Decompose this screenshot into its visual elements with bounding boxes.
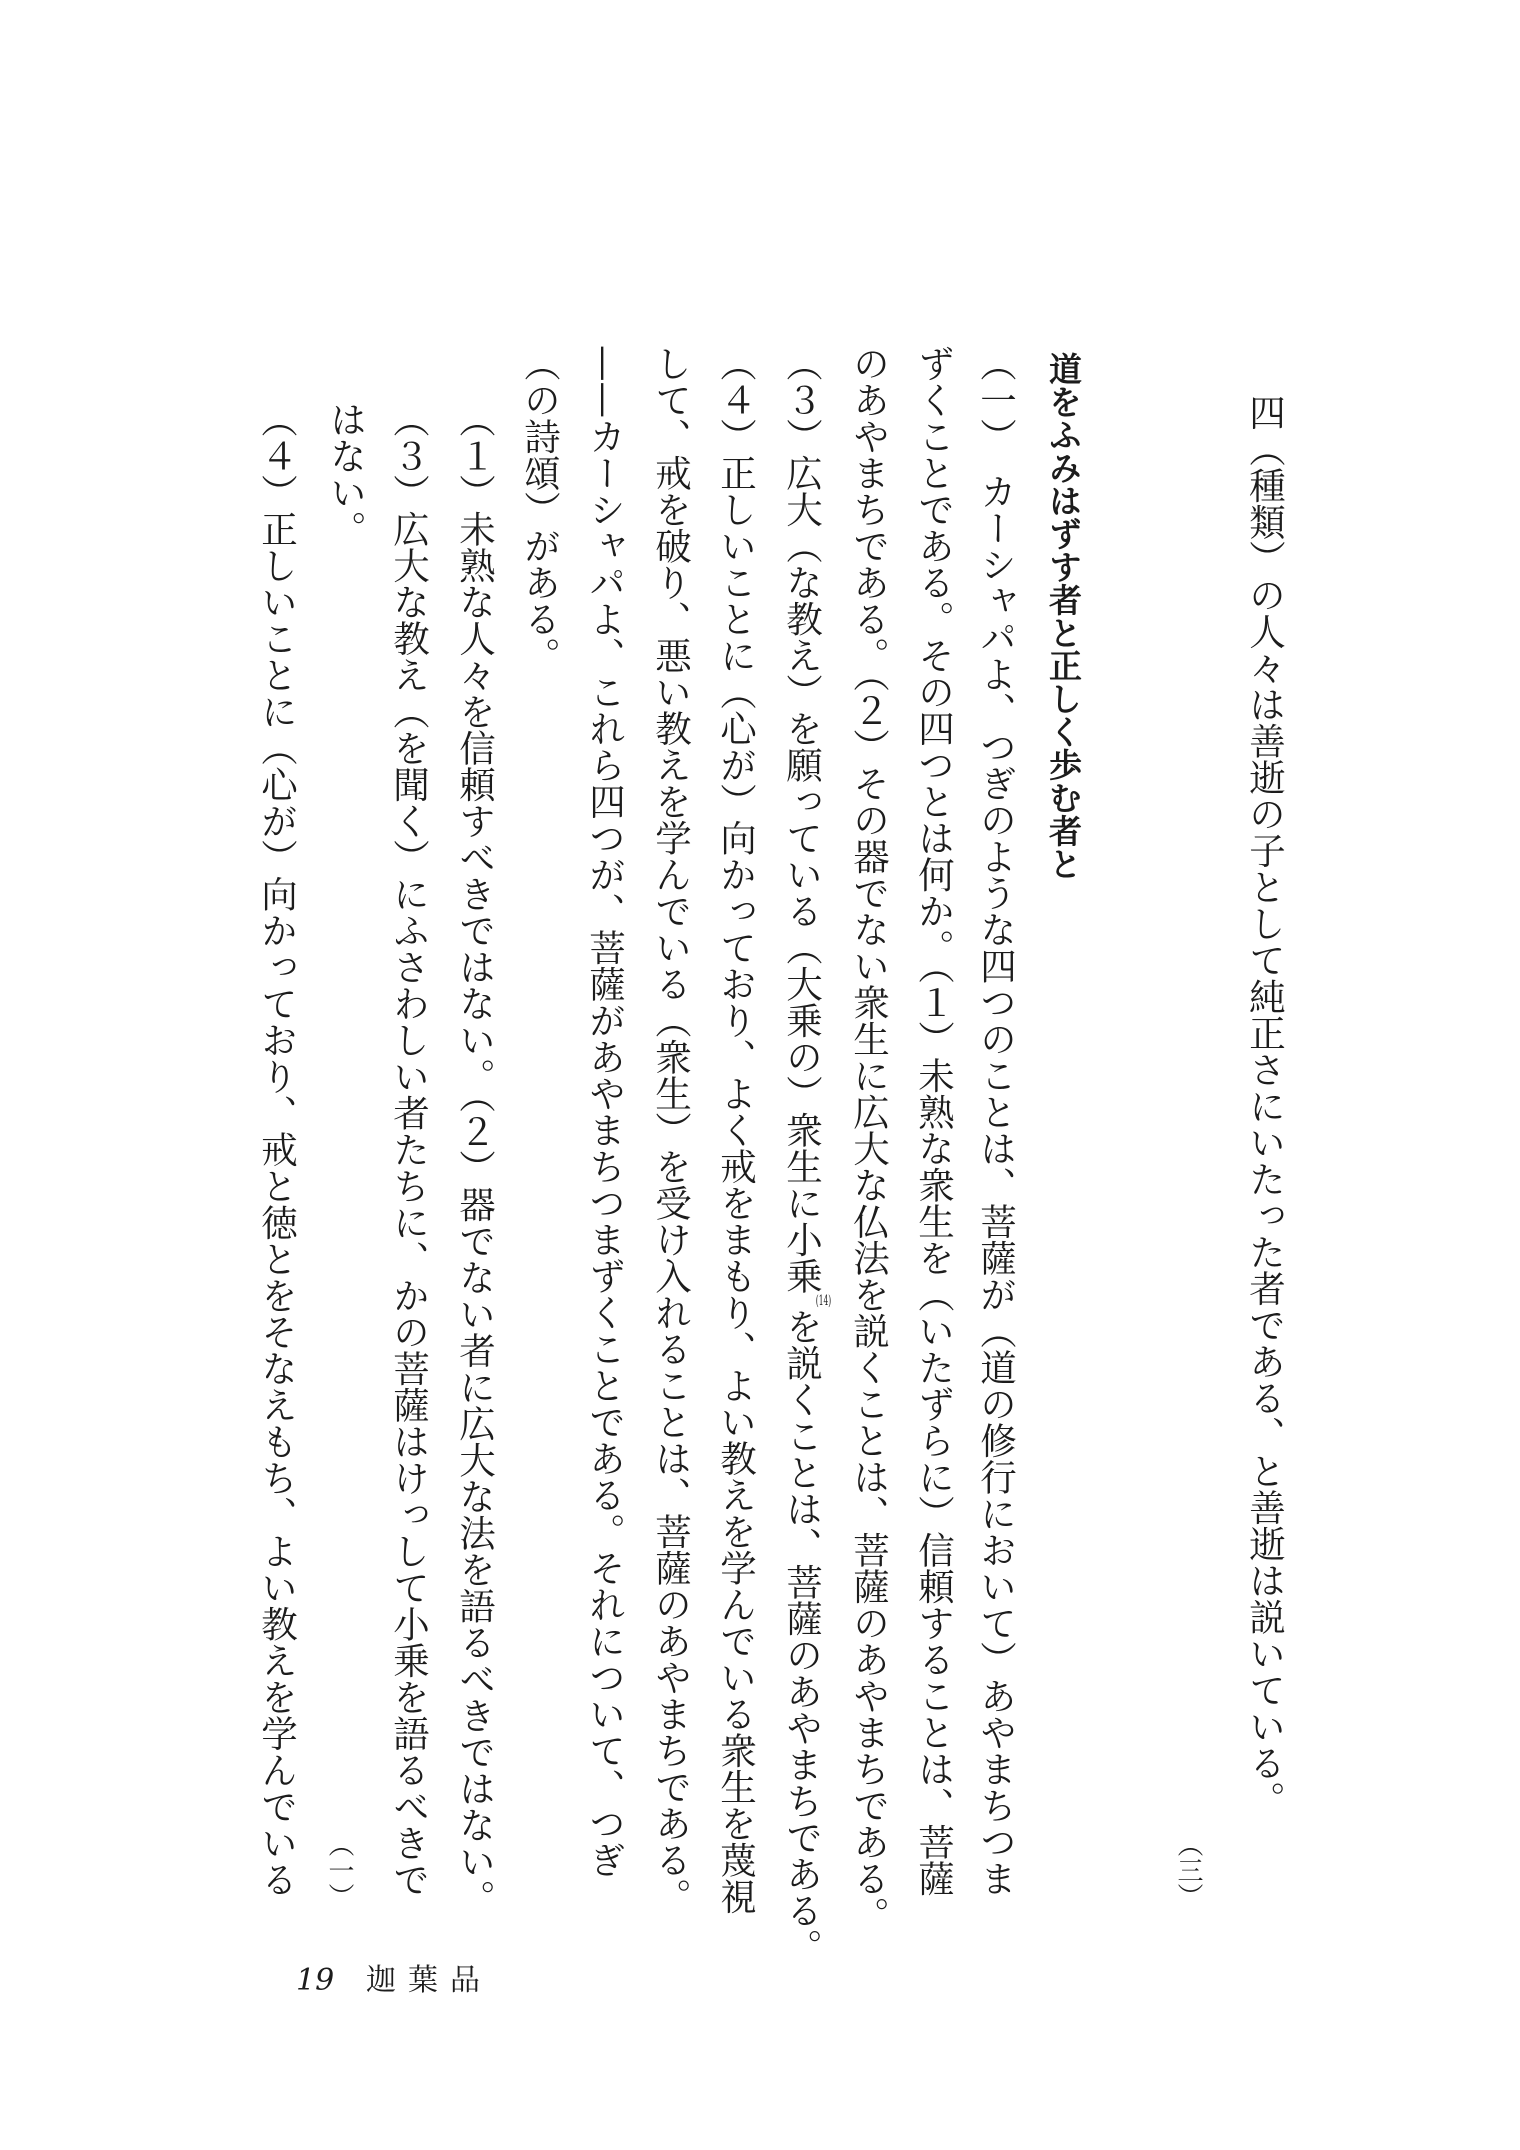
verse-line: はない。 [324,401,368,547]
running-title: 迦葉品 [366,1963,492,1998]
prose-line: （の詩頌）がある。 [518,345,562,674]
prose-line: して、戒を破り、悪い教えを学んでいる（衆生）を受け入れることは、菩薩のあやまちである。 [649,345,693,1915]
verse-line: （４）正しいことに（心が）向かっており、戒と徳とをそなえもち、よい教えを学んでいる [255,401,299,1898]
note-reference: (14) [815,1294,832,1308]
prose-line: （一） カーシャパよ、つぎのような四つのことは、菩薩が（道の修行において）あやまちつま [974,345,1018,1897]
prose-line: ずくことである。その四つとは何か。（１）未熟な衆生を（いたずらに）信頼することは、菩薩 [912,345,956,1897]
verse-number: （一） [324,1831,354,1909]
prose-line-text: （３）広大（な教え）を願っている（大乗の）衆生に小乗 [780,345,824,1294]
verse-line: （１）未熟な人々を信頼すべきではない。（２）器でない者に広大な法を語るべきではない。 [453,401,497,1916]
prose-line [780,345,832,1965]
prose-line: のあやまちである。（２）その器でない衆生に広大な仏法を説くことは、菩薩のあやまちである。 [847,345,891,1933]
prose-line-text: を説くことは、菩薩のあやまちである。 [780,1308,824,1965]
section-heading: 道をふみはずす者と正しく歩む者と [1044,352,1083,880]
prose-line: ——カーシャパよ、これら四つが、菩薩があやまちつまずくことである。それについて、つぎ [583,345,627,1878]
closing-line: 四（種類）の人々は善逝の子として純正さにいたった者である、と善逝は説いている。 [1243,394,1287,1818]
verse-number: （三） [1173,1831,1203,1909]
prose-line: （４）正しいことに（心が）向かっており、よく戒をまもり、よい教えを学んでいる衆生を蔑視 [714,345,758,1915]
page-number: 19 [296,1963,335,1998]
verse-line: （３）広大な教え（を聞く）にふさわしい者たちに、かの菩薩はけっして小乗を語るべきで [387,401,431,1898]
